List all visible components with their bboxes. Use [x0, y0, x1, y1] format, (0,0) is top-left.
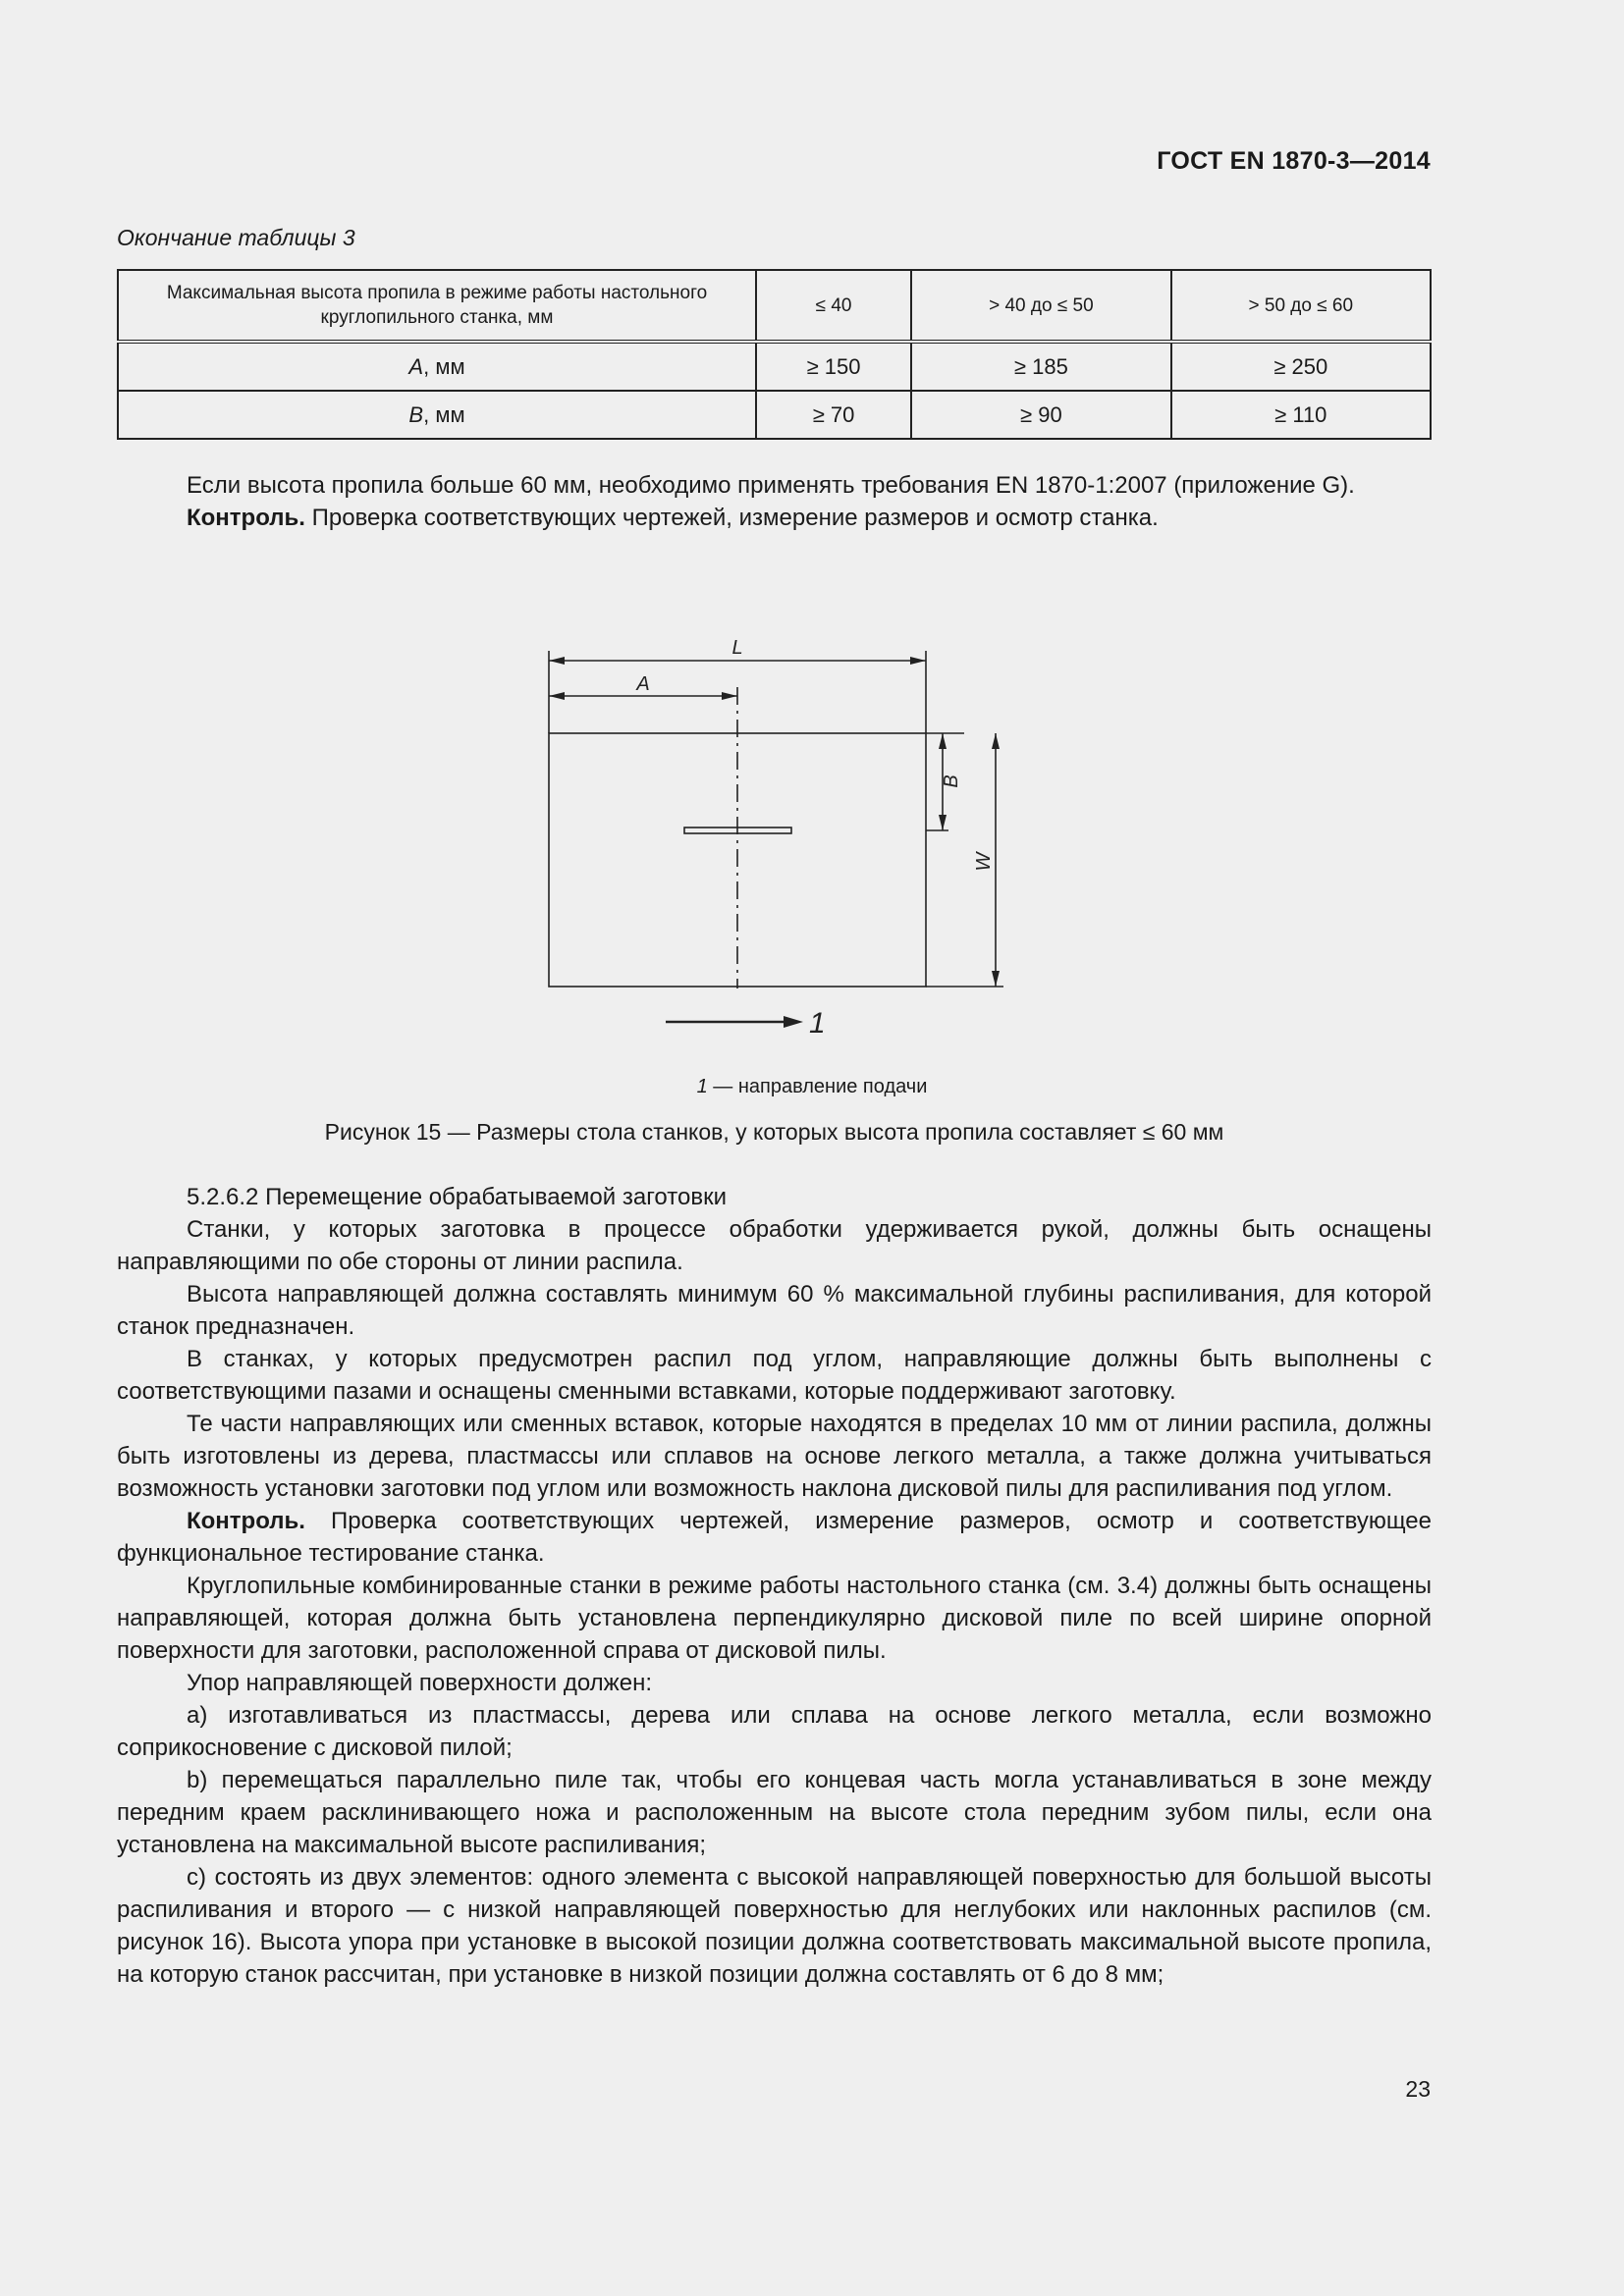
- table-cell: ≥ 185: [911, 342, 1170, 391]
- dim-label-A: A: [636, 673, 650, 695]
- control-label: Контроль.: [187, 1508, 305, 1534]
- table-cell: ≥ 70: [756, 391, 911, 439]
- row-symbol: A: [408, 353, 424, 379]
- page-number: 23: [1405, 2076, 1431, 2102]
- intro-text: [117, 469, 1432, 534]
- row-label: [118, 391, 756, 439]
- paragraph: Станки, у которых заготовка в процессе обработки удерживается рукой, должны быть оснащены направляющими по обе стороны от линии распила.: [117, 1216, 1432, 1275]
- standard-code: ГОСТ EN 1870-3—2014: [1157, 147, 1431, 175]
- cut-height-table: [117, 269, 1432, 440]
- table-cell: ≥ 110: [1171, 391, 1431, 439]
- feed-arrow-head: [784, 1016, 803, 1028]
- section-heading: 5.2.6.2 Перемещение обрабатываемой заготовки: [187, 1184, 727, 1210]
- table-header-label: Максимальная высота пропила в режиме работы настольного круглопильного станка, мм: [118, 270, 756, 342]
- figure-title: Рисунок 15 — Размеры стола станков, у которых высота пропила составляет ≤ 60 мм: [324, 1119, 1224, 1145]
- paragraph: Круглопильные комбинированные станки в режиме работы настольного станка (см. 3.4) должны быть оснащены направляющей, которая должна быть установлена перпендикулярно дисковой пиле по всей ширине опорной поверхности для заготовки, расположенной справа от дисковой пилы.: [117, 1573, 1432, 1664]
- list-item: a) изготавливаться из пластмассы, дерева или сплава на основе легкого металла, если возможно соприкосновение с дисковой пилой;: [117, 1702, 1432, 1761]
- table-cell: ≥ 250: [1171, 342, 1431, 391]
- feed-label: 1: [809, 1007, 826, 1040]
- table-header-col: > 50 до ≤ 60: [1171, 270, 1431, 342]
- table-header-col: ≤ 40: [756, 270, 911, 342]
- paragraph: Высота направляющей должна составлять минимум 60 % максимальной глубины распиливания, для которой станок предназначен.: [117, 1281, 1432, 1340]
- paragraph: Если высота пропила больше 60 мм, необходимо применять требования EN 1870-1:2007 (приложение G).: [187, 472, 1355, 499]
- table-caption: Окончание таблицы 3: [117, 225, 355, 250]
- row-unit: , мм: [423, 401, 465, 427]
- control-text: Проверка соответствующих чертежей, измерение размеров, осмотр и соответствующее функциональное тестирование станка.: [117, 1508, 1432, 1567]
- control-label: Контроль.: [187, 505, 305, 531]
- paragraph: В станках, у которых предусмотрен распил под углом, направляющие должны быть выполнены с соответствующими пазами и оснащены сменными вставками, которые поддерживают заготовку.: [117, 1346, 1432, 1405]
- row-unit: , мм: [423, 353, 465, 379]
- table-cell: ≥ 90: [911, 391, 1170, 439]
- list-item: c) состоять из двух элементов: одного элемента с высокой направляющей поверхностью для большой высоты распиливания и второго — с низкой направляющей поверхностью для неглубоких или наклонных распилов (см. рисунок 16). Высота упора при установке в высокой позиции должна соответствовать максимальной высоте пропила, на которую станок рассчитан, при установке в низкой позиции должна составлять от 6 до 8 мм;: [117, 1864, 1432, 1988]
- control-text: Проверка соответствующих чертежей, измерение размеров и осмотр станка.: [304, 505, 1159, 531]
- table-row: [118, 342, 1431, 391]
- table-header-col: > 40 до ≤ 50: [911, 270, 1170, 342]
- section-text: [117, 1181, 1432, 1991]
- legend-text: — направление подачи: [707, 1076, 928, 1097]
- table-dimensions-figure: [530, 633, 995, 1055]
- legend-number: 1: [696, 1076, 708, 1097]
- table-header-row: [118, 270, 1431, 342]
- dim-label-L: L: [731, 637, 743, 659]
- control-paragraph: [117, 1505, 1432, 1570]
- table-row: [118, 391, 1431, 439]
- paragraph: Те части направляющих или сменных вставок, которые находятся в пределах 10 мм от линии распила, должны быть изготовлены из дерева, пластмассы или сплавов на основе легкого металла, а также должна учитываться возможность установки заготовки под углом или возможность наклона дисковой пилы для распиливания под углом.: [117, 1411, 1432, 1502]
- dim-label-W: W: [973, 852, 995, 872]
- row-label: [118, 342, 756, 391]
- figure-legend: [0, 1076, 1624, 1098]
- dim-label-B: B: [941, 774, 962, 788]
- control-paragraph: [117, 502, 1432, 534]
- list-item: b) перемещаться параллельно пиле так, чтобы его концевая часть могла устанавливаться в зоне между передним краем расклинивающего ножа и расположенным на высоте стола передним зубом пилы, если она установлена на максимальной высоте распиливания;: [117, 1767, 1432, 1858]
- row-symbol: B: [408, 401, 424, 427]
- table-cell: ≥ 150: [756, 342, 911, 391]
- paragraph: Упор направляющей поверхности должен:: [187, 1670, 652, 1696]
